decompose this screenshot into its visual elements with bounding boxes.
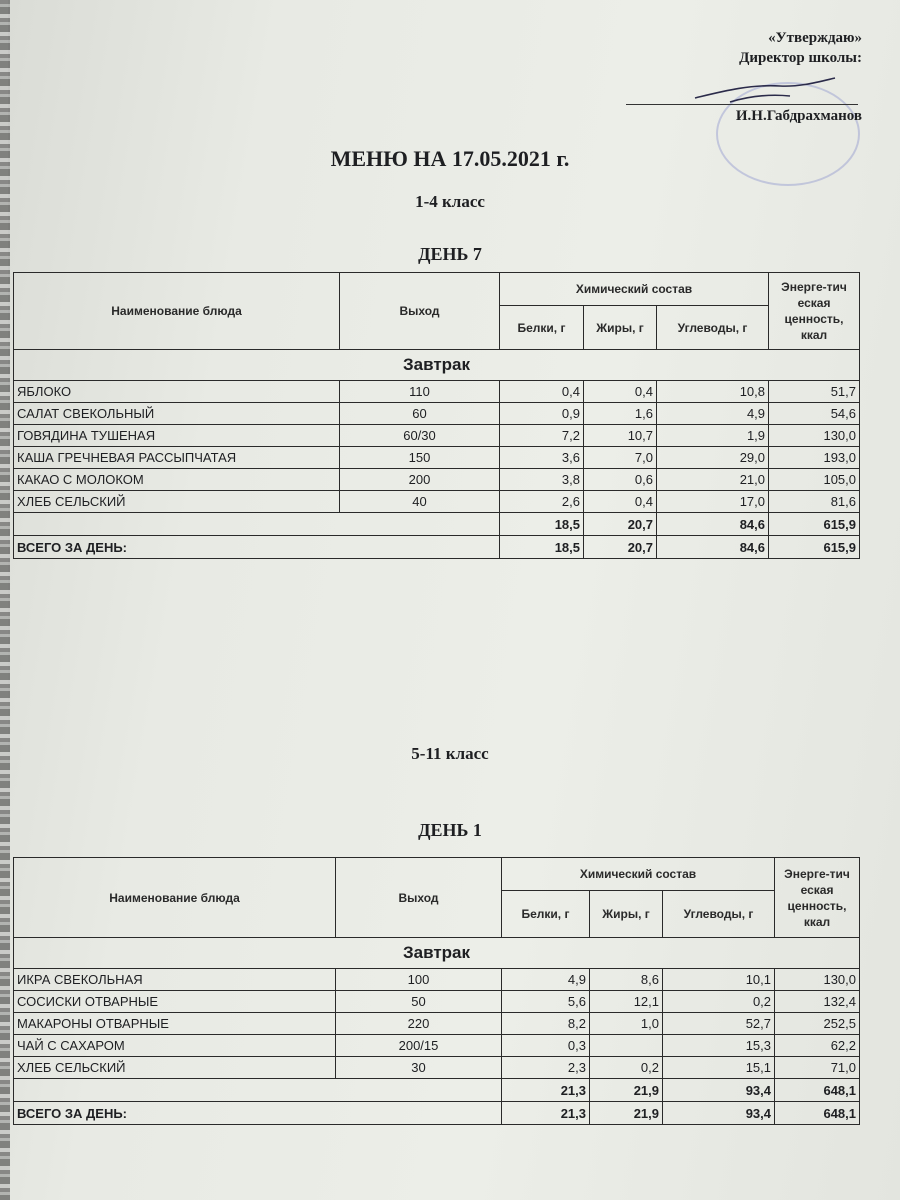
dish-energy: 71,0: [775, 1057, 860, 1079]
table-row: [14, 447, 860, 469]
col-name-header: Наименование блюда: [14, 858, 336, 938]
meal-row: [14, 350, 860, 381]
dish-fat: 0,4: [584, 381, 657, 403]
day-title-2: ДЕНЬ 1: [418, 820, 482, 840]
col-yield-header: Выход: [340, 273, 500, 350]
dish-protein: 4,9: [502, 969, 590, 991]
total-energy: 648,1: [775, 1102, 860, 1125]
total-fat: 21,9: [590, 1102, 663, 1125]
dish-yield: 110: [340, 381, 500, 403]
dish-fat: 1,6: [584, 403, 657, 425]
director-name: И.Н.Габдрахманов: [735, 108, 862, 124]
table-row: [14, 469, 860, 491]
dish-name: ХЛЕБ СЕЛЬСКИЙ: [14, 1057, 336, 1079]
col-fat-header: Жиры, г: [590, 891, 663, 938]
col-name-header: Наименование блюда: [14, 273, 340, 350]
dish-fat: 12,1: [590, 991, 663, 1013]
subtotal-carbs: 93,4: [663, 1079, 775, 1102]
header-row: [14, 858, 860, 891]
col-fat-header: Жиры, г: [584, 306, 657, 350]
dish-energy: 51,7: [769, 381, 860, 403]
dish-carbs: 10,8: [657, 381, 769, 403]
scan-edge-marks: [0, 0, 10, 1200]
table-row: [14, 969, 860, 991]
dish-energy: 130,0: [775, 969, 860, 991]
dish-carbs: 52,7: [663, 1013, 775, 1035]
dish-name: ИКРА СВЕКОЛЬНАЯ: [14, 969, 336, 991]
dish-name: ЧАЙ С САХАРОМ: [14, 1035, 336, 1057]
subtotal-energy: 615,9: [769, 513, 860, 536]
dish-protein: 5,6: [502, 991, 590, 1013]
dish-carbs: 10,1: [663, 969, 775, 991]
total-protein: 21,3: [502, 1102, 590, 1125]
day-title-1: ДЕНЬ 7: [418, 244, 482, 264]
dish-protein: 2,3: [502, 1057, 590, 1079]
page-title: МЕНЮ НА 17.05.2021 г.: [330, 146, 570, 171]
dish-energy: 62,2: [775, 1035, 860, 1057]
total-fat: 20,7: [584, 536, 657, 559]
subtotal-fat: 21,9: [590, 1079, 663, 1102]
grade-title-2: 5-11 класс: [411, 744, 489, 763]
subtotal-protein: 21,3: [502, 1079, 590, 1102]
subtotal-energy: 648,1: [775, 1079, 860, 1102]
dish-protein: 7,2: [500, 425, 584, 447]
dish-yield: 100: [336, 969, 502, 991]
col-carbs-header: Углеводы, г: [663, 891, 775, 938]
dish-protein: 2,6: [500, 491, 584, 513]
dish-carbs: 29,0: [657, 447, 769, 469]
menu-table-2: [13, 857, 860, 1125]
total-carbs: 93,4: [663, 1102, 775, 1125]
subtotal-protein: 18,5: [500, 513, 584, 536]
dish-yield: 50: [336, 991, 502, 1013]
dish-fat: 0,6: [584, 469, 657, 491]
grade-title-1: 1-4 класс: [415, 192, 485, 211]
meal-row: [14, 938, 860, 969]
approval-block: [739, 28, 862, 68]
dish-fat: 8,6: [590, 969, 663, 991]
subtotal-row: [14, 1079, 860, 1102]
dish-yield: 200/15: [336, 1035, 502, 1057]
dish-energy: 54,6: [769, 403, 860, 425]
table-row: [14, 1013, 860, 1035]
meal-label: Завтрак: [14, 350, 860, 381]
signature-line: [626, 104, 858, 105]
subtotal-blank: [14, 513, 500, 536]
dish-yield: 30: [336, 1057, 502, 1079]
col-energy-header: Энерге-тич еская ценность, ккал: [769, 273, 860, 350]
table-row: [14, 1035, 860, 1057]
dish-yield: 150: [340, 447, 500, 469]
dish-energy: 132,4: [775, 991, 860, 1013]
col-energy-header: Энерге-тич еская ценность, ккал: [775, 858, 860, 938]
table-row: [14, 381, 860, 403]
dish-protein: 8,2: [502, 1013, 590, 1035]
dish-energy: 81,6: [769, 491, 860, 513]
dish-protein: 0,4: [500, 381, 584, 403]
dish-name: САЛАТ СВЕКОЛЬНЫЙ: [14, 403, 340, 425]
col-protein-header: Белки, г: [502, 891, 590, 938]
dish-carbs: 17,0: [657, 491, 769, 513]
dish-energy: 130,0: [769, 425, 860, 447]
dish-protein: 3,6: [500, 447, 584, 469]
col-carbs-header: Углеводы, г: [657, 306, 769, 350]
col-chem-header: Химический состав: [502, 858, 775, 891]
dish-energy: 252,5: [775, 1013, 860, 1035]
dish-carbs: 21,0: [657, 469, 769, 491]
dish-energy: 105,0: [769, 469, 860, 491]
dish-protein: 0,3: [502, 1035, 590, 1057]
dish-carbs: 0,2: [663, 991, 775, 1013]
dish-fat: 0,2: [590, 1057, 663, 1079]
meal-label: Завтрак: [14, 938, 860, 969]
subtotal-carbs: 84,6: [657, 513, 769, 536]
dish-energy: 193,0: [769, 447, 860, 469]
dish-name: МАКАРОНЫ ОТВАРНЫЕ: [14, 1013, 336, 1035]
dish-carbs: 1,9: [657, 425, 769, 447]
dish-fat: 0,4: [584, 491, 657, 513]
dish-protein: 3,8: [500, 469, 584, 491]
director-signature: [690, 72, 840, 112]
dish-yield: 40: [340, 491, 500, 513]
table-row: [14, 403, 860, 425]
dish-protein: 0,9: [500, 403, 584, 425]
dish-fat: [590, 1035, 663, 1057]
dish-yield: 200: [340, 469, 500, 491]
total-row: [14, 1102, 860, 1125]
dish-name: ЯБЛОКО: [14, 381, 340, 403]
dish-yield: 220: [336, 1013, 502, 1035]
table-row: [14, 991, 860, 1013]
director-title: Директор школы:: [739, 50, 862, 66]
total-row: [14, 536, 860, 559]
dish-name: КАКАО С МОЛОКОМ: [14, 469, 340, 491]
table-row: [14, 1057, 860, 1079]
dish-name: СОСИСКИ ОТВАРНЫЕ: [14, 991, 336, 1013]
total-carbs: 84,6: [657, 536, 769, 559]
menu-table-1: [13, 272, 860, 559]
dish-carbs: 4,9: [657, 403, 769, 425]
dish-yield: 60/30: [340, 425, 500, 447]
subtotal-row: [14, 513, 860, 536]
col-yield-header: Выход: [336, 858, 502, 938]
total-label: ВСЕГО ЗА ДЕНЬ:: [14, 536, 500, 559]
table-row: [14, 425, 860, 447]
total-energy: 615,9: [769, 536, 860, 559]
col-chem-header: Химический состав: [500, 273, 769, 306]
dish-fat: 7,0: [584, 447, 657, 469]
dish-fat: 10,7: [584, 425, 657, 447]
header-row: [14, 273, 860, 306]
dish-fat: 1,0: [590, 1013, 663, 1035]
col-protein-header: Белки, г: [500, 306, 584, 350]
dish-yield: 60: [340, 403, 500, 425]
dish-name: КАША ГРЕЧНЕВАЯ РАССЫПЧАТАЯ: [14, 447, 340, 469]
subtotal-blank: [14, 1079, 502, 1102]
approval-label: «Утверждаю»: [768, 30, 862, 46]
subtotal-fat: 20,7: [584, 513, 657, 536]
table-row: [14, 491, 860, 513]
dish-carbs: 15,1: [663, 1057, 775, 1079]
total-label: ВСЕГО ЗА ДЕНЬ:: [14, 1102, 502, 1125]
dish-name: ГОВЯДИНА ТУШЕНАЯ: [14, 425, 340, 447]
dish-name: ХЛЕБ СЕЛЬСКИЙ: [14, 491, 340, 513]
dish-carbs: 15,3: [663, 1035, 775, 1057]
total-protein: 18,5: [500, 536, 584, 559]
